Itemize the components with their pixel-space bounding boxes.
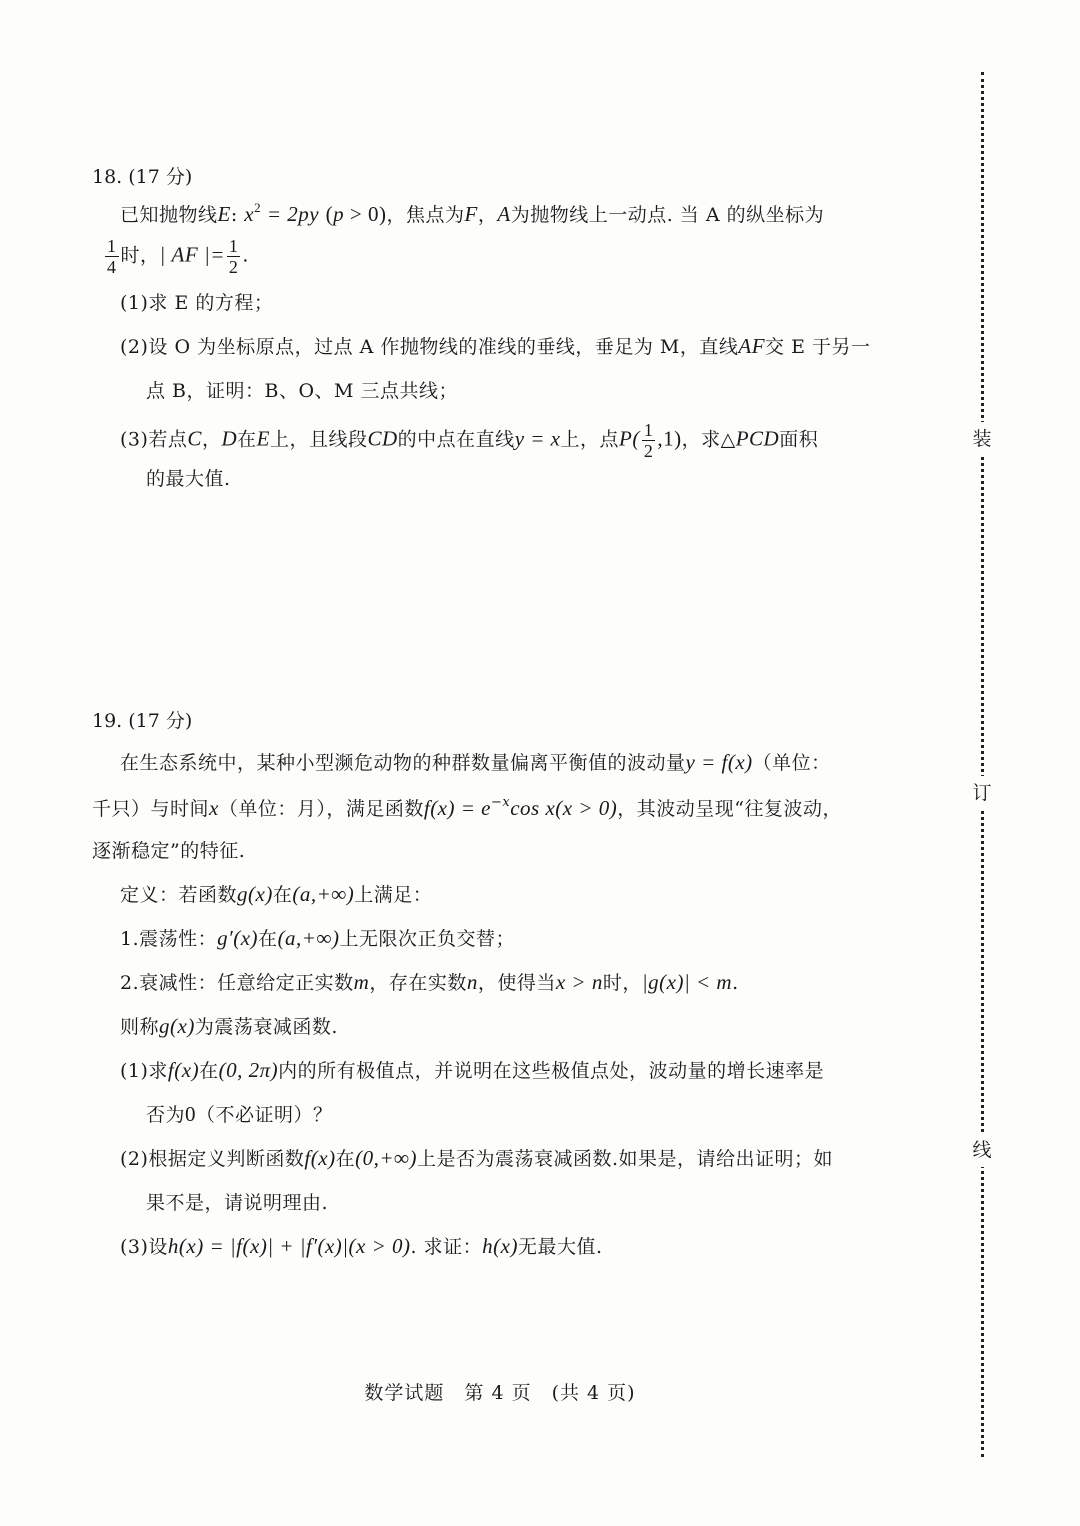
q19-part-2-line-1: (2)根据定义判断函数f(x)在(0,+∞)上是否为震荡衰减函数.如果是，请给出证明；如 (120, 1146, 834, 1170)
q19-condition-2: 2.衰减性：任意给定正实数m，存在实数n，使得当x > n时，|g(x)| < m. (120, 970, 739, 994)
fraction-one-quarter: $\frac{1}{4}$ (107, 236, 117, 277)
question-18-header: 18. (17 分) (92, 166, 193, 188)
binding-label-zhuang: 装 (968, 422, 996, 456)
q19-definition: 定义：若函数g(x)在(a,+∞)上满足： (120, 882, 433, 906)
q19-part-1-line-1: (1)求f(x)在(0, 2π)内的所有极值点，并说明在这些极值点处，波动量的增长速率是 (120, 1058, 825, 1082)
q19-part-2-line-2: 果不是，请说明理由. (146, 1192, 329, 1214)
page-footer: 数学试题 第 4 页 (共 4 页) (364, 1382, 636, 1404)
binding-dotted-line (981, 72, 984, 1457)
question-19-header: 19. (17 分) (92, 710, 193, 732)
fraction-p-x: $\frac{1}{2}$ (643, 420, 654, 461)
q18-part-3-line-2: 的最大值. (146, 468, 231, 490)
binding-label-ding: 订 (968, 776, 996, 810)
q19-line-1: 在生态系统中，某种小型濒危动物的种群数量偏离平衡值的波动量y = f(x)（单位： (120, 750, 831, 774)
q18-intro-line-1: 已知抛物线E: $x^2 = 2py$ (p > 0)，焦点为F，A为抛物线上一动点. 当 A 的纵坐标为 (120, 200, 825, 226)
q18-part-2-line-1: (2)设 O 为坐标原点，过点 A 作抛物线的准线的垂线，垂足为 M，直线AF交 E 于另一 (120, 334, 871, 358)
q19-condition-1: 1.震荡性：g′(x)在(a,+∞)上无限次正负交替； (120, 926, 515, 950)
q18-intro-line-2: $\frac{1}{4}$ 时，| AF |= $\frac{1}{2}$ . (107, 236, 249, 277)
q18-part-2-line-2: 点 B，证明：B、O、M 三点共线； (146, 380, 459, 402)
q19-part-3: (3)设h(x) = |f(x)| + |f′(x)|(x > 0). 求证：h(x)无最大值. (120, 1234, 603, 1258)
q19-line-3: 逐渐稳定”的特征. (92, 840, 246, 862)
q18-part-1: (1)求 E 的方程； (120, 292, 274, 314)
q18-part-3-line-1: (3)若点C，D在E上，且线段CD的中点在直线y = x上，点P( $\frac{1}{2}$ ,1)，求△PCD面积 (120, 420, 819, 461)
q19-line-2: 千只）与时间x（单位：月），满足函数$f(x) = e^{-x}\cos$ x(x > 0)，其波动呈现“往复波动， (92, 795, 842, 820)
fraction-one-half: $\frac{1}{2}$ (228, 236, 239, 277)
binding-label-xian: 线 (968, 1133, 996, 1167)
q19-definition-conclusion: 则称g(x)为震荡衰减函数. (120, 1014, 338, 1038)
q19-part-1-line-2: 否为0（不必证明）？ (146, 1102, 333, 1126)
